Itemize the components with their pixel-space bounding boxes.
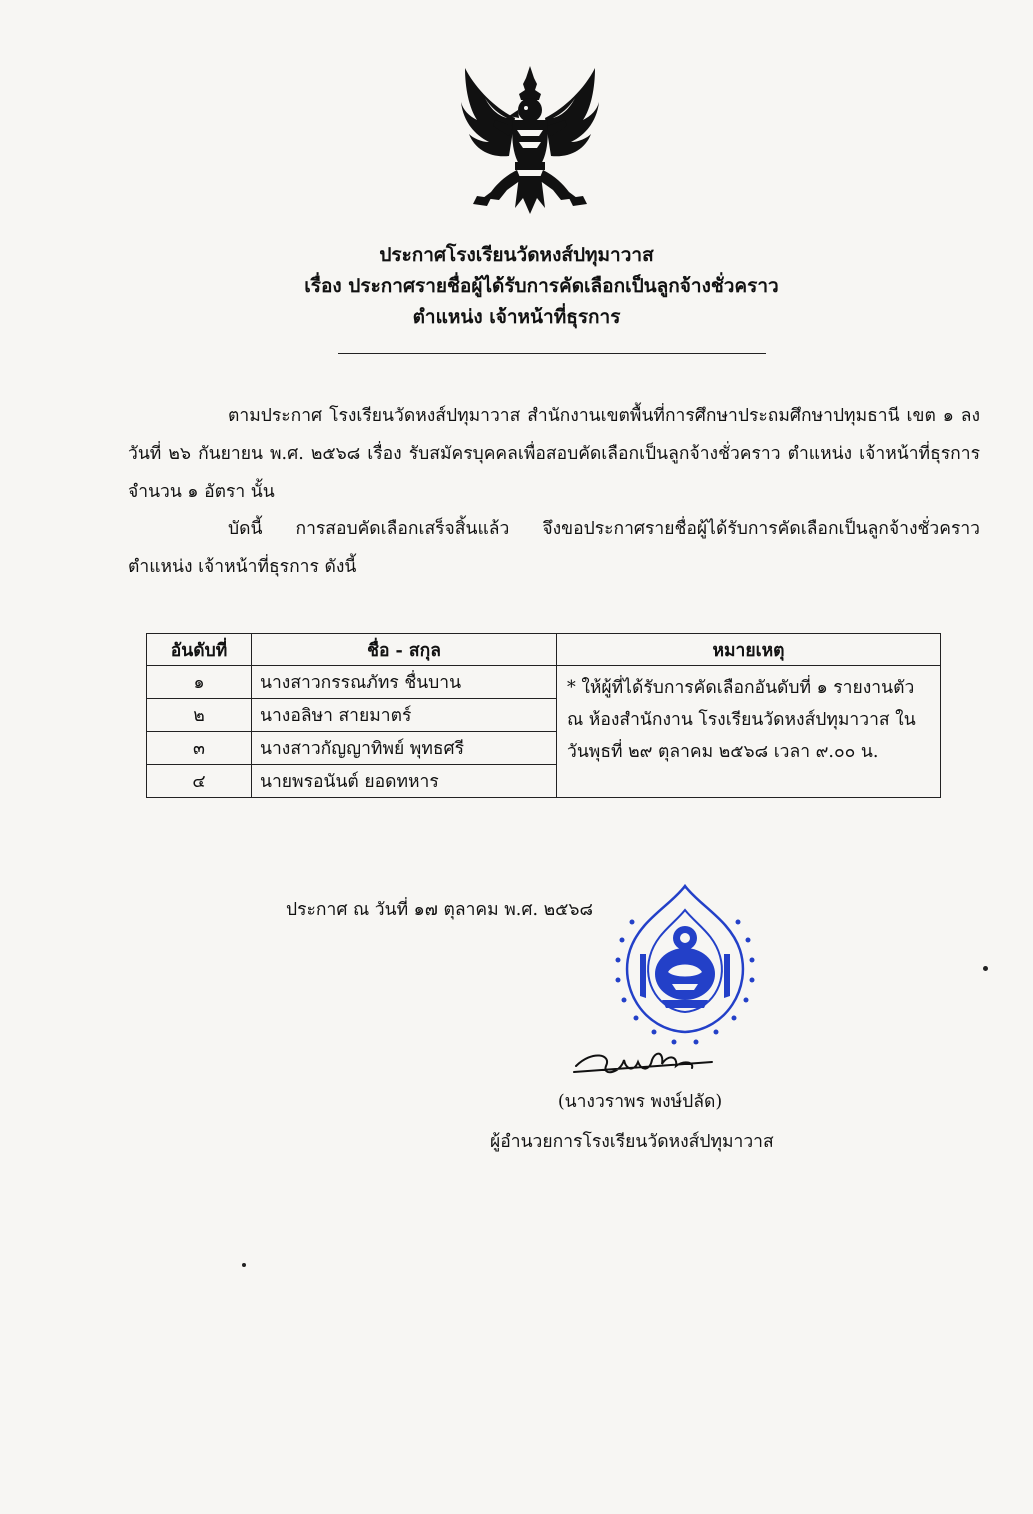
paragraph-1-text: ตามประกาศ โรงเรียนวัดหงส์ปทุมาวาส สำนักงานเขตพื้นที่การศึกษาประถมศึกษาปทุมธานี เขต ๑ ลงวันที่ ๒๖ กันยายน พ.ศ. ๒๕๖๘ เรื่อง รับสมัครบุคคลเพื่อสอบคัดเลือกเป็นลูกจ้างชั่วคราว ตำแหน่ง เจ้าหน้าที่ธุรการ จำนวน ๑ อัตรา นั้น xyxy=(128,406,980,502)
signer-name: (นางวราพร พงษ์ปลัด) xyxy=(557,1092,723,1112)
name-cell: นางสาวกัญญาทิพย์ พุทธศรี xyxy=(252,732,557,765)
table-row xyxy=(147,666,941,699)
signer-title: ผู้อำนวยการโรงเรียนวัดหงส์ปทุมาวาส xyxy=(490,1132,774,1152)
rank-cell: ๒ xyxy=(147,699,252,732)
column-header-remark: หมายเหตุ xyxy=(557,634,941,666)
signature-icon xyxy=(572,1036,722,1086)
rank-cell: ๔ xyxy=(147,765,252,798)
body-paragraph-2 xyxy=(128,510,980,586)
speck xyxy=(983,966,988,971)
rank-cell: ๓ xyxy=(147,732,252,765)
announcement-header xyxy=(0,240,1033,333)
selected-candidates-table xyxy=(146,633,941,798)
paragraph-2-text: บัดนี้ การสอบคัดเลือกเสร็จสิ้นแล้ว จึงขอประกาศรายชื่อผู้ได้รับการคัดเลือกเป็นลูกจ้างชั่วคราว ตำแหน่ง เจ้าหน้าที่ธุรการ ดังนี้ xyxy=(128,519,980,577)
table-header-row xyxy=(147,634,941,666)
garuda-emblem-icon xyxy=(455,58,605,220)
speck xyxy=(242,1263,246,1267)
header-title: ประกาศโรงเรียนวัดหงส์ปทุมาวาส xyxy=(379,244,654,266)
column-header-name: ชื่อ - สกุล xyxy=(252,634,557,666)
name-cell: นางอลิษา สายมาตร์ xyxy=(252,699,557,732)
name-cell: นางสาวกรรณภัทร ชื่นบาน xyxy=(252,666,557,699)
header-divider xyxy=(338,353,766,354)
announcement-date: ประกาศ ณ วันที่ ๑๗ ตุลาคม พ.ศ. ๒๕๖๘ xyxy=(286,900,593,920)
name-cell: นายพรอนันต์ ยอดทหาร xyxy=(252,765,557,798)
body-paragraph-1 xyxy=(128,397,980,511)
remark-cell: * ให้ผู้ที่ได้รับการคัดเลือกอันดับที่ ๑ รายงานตัว ณ ห้องสำนักงาน โรงเรียนวัดหงส์ปทุมาวาส ในวันพุธที่ ๒๙ ตุลาคม ๒๕๖๘ เวลา ๙.๐๐ น. xyxy=(557,666,941,798)
column-header-rank: อันดับที่ xyxy=(147,634,252,666)
header-subject: เรื่อง ประกาศรายชื่อผู้ได้รับการคัดเลือกเป็นลูกจ้างชั่วคราว xyxy=(304,275,779,297)
rank-cell: ๑ xyxy=(147,666,252,699)
school-seal-icon xyxy=(600,880,770,1050)
header-position: ตำแหน่ง เจ้าหน้าที่ธุรการ xyxy=(412,306,621,328)
